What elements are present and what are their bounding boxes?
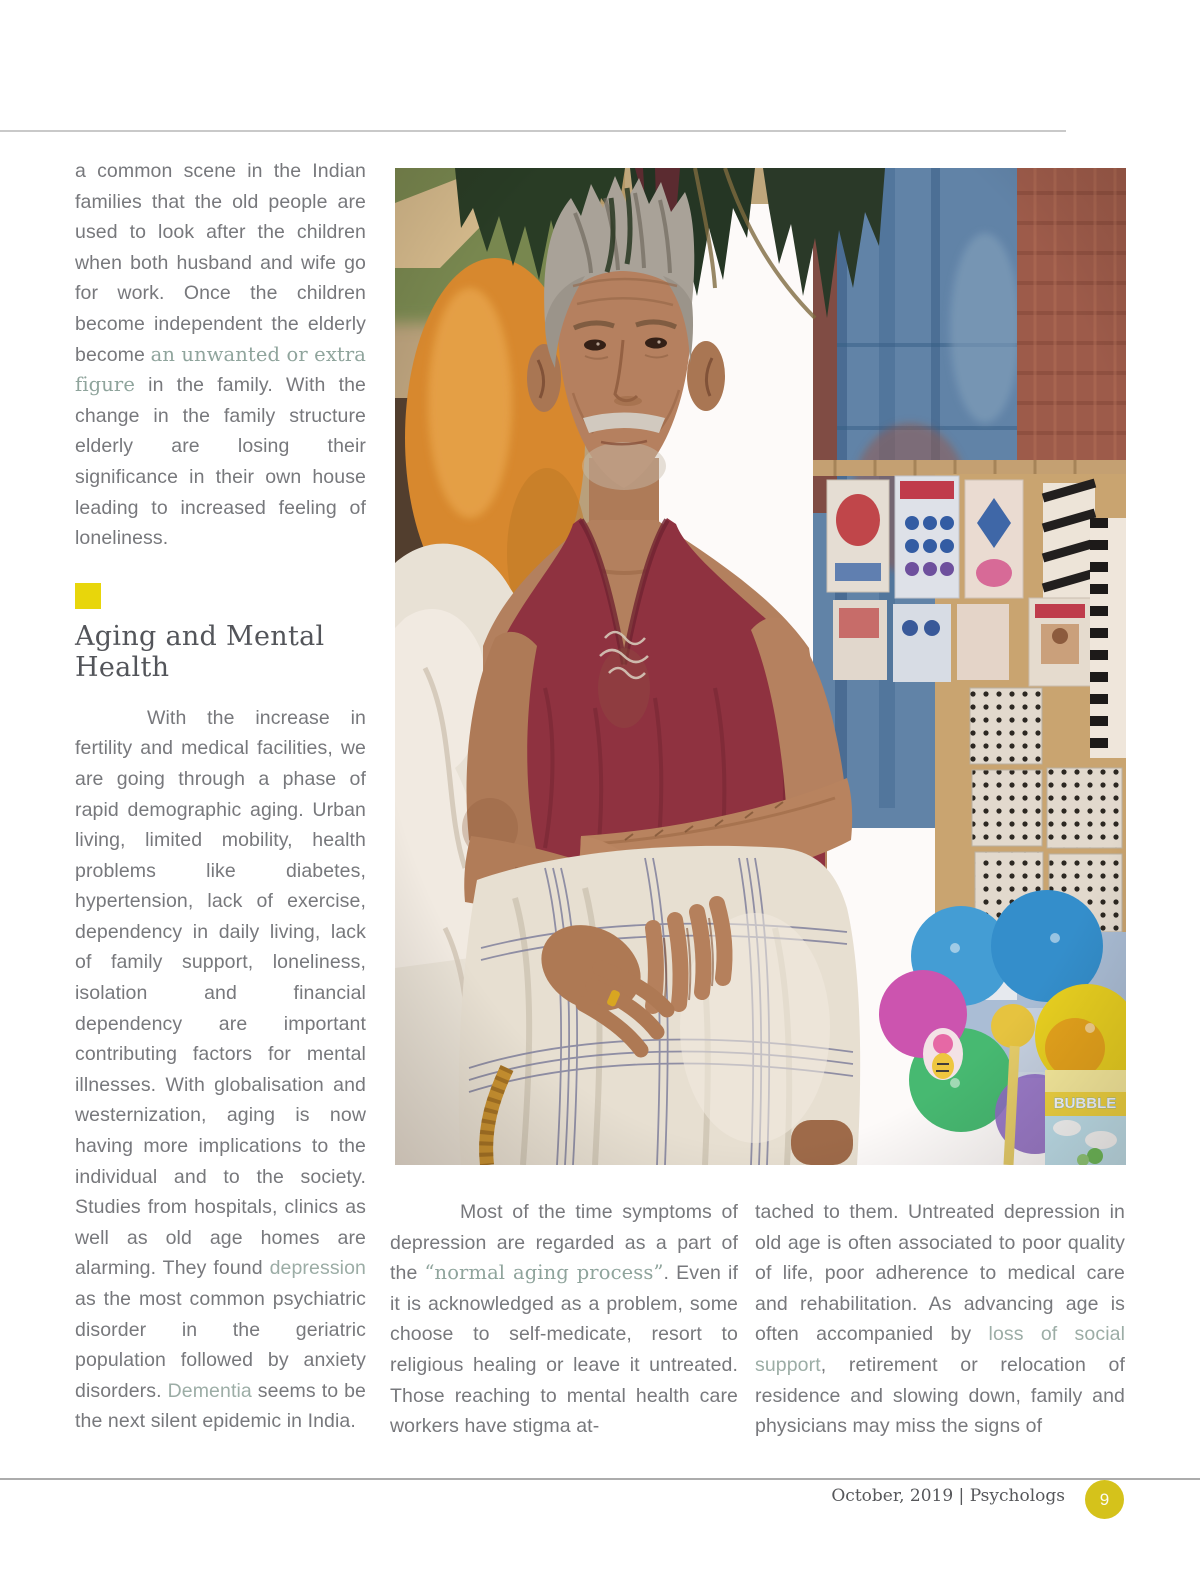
text-segment: seems to be the next silent epidemic in India. [75, 1379, 366, 1433]
text-segment: “normal aging process” [424, 1261, 664, 1285]
section-heading: Aging and Mental Health [75, 620, 325, 683]
footer-divider [0, 1478, 1200, 1480]
paragraph-untreated [755, 1197, 1125, 1442]
text-segment: , retirement or relocation of residence and slowing down, family and physicians may miss the signs of [755, 1353, 1125, 1438]
bottom-column-2 [755, 1197, 1125, 1442]
text-segment: a common scene in the Indian families that the old people are used to look after the children when both husband and wife go for work. Once the children become independent the elderly become [75, 160, 366, 366]
paragraph-aging [75, 703, 366, 1437]
photo-illustration [395, 168, 1126, 1165]
text-segment: depression [269, 1257, 366, 1280]
photo-vignette [395, 168, 1126, 1165]
text-segment: Most of the time symptoms of depression are regarded as a part of the [390, 1201, 738, 1285]
paragraph-symptoms [390, 1197, 738, 1442]
footer-issue-label: October, 2019 | Psychologs [831, 1486, 1065, 1506]
text-segment: in the family. With the change in the family structure elderly are losing their significance in their own house leading to increased feeling of loneliness. [75, 374, 366, 550]
text-segment: Dementia [167, 1379, 252, 1402]
text-segment: loss of social support [755, 1323, 1126, 1376]
text-segment: tached to them. Untreated depression in old age is often associated to poor quality of life, poor adherence to medical care and rehabilitation. As advancing age is often accompanied by [755, 1201, 1125, 1346]
article-photo [395, 168, 1126, 1165]
page-number: 9 [1099, 1489, 1110, 1509]
paragraph-intro [75, 156, 366, 554]
top-divider [0, 130, 1066, 132]
bottom-column-1 [390, 1197, 738, 1442]
text-segment: . Even if it is acknowledged as a problem, some choose to self-medicate, resort to religious healing or leave it untreated. Those reaching to mental health care workers have stigma at- [390, 1262, 738, 1438]
left-column [75, 156, 366, 1437]
text-segment: an unwanted or extra figure [75, 342, 367, 397]
page-number-badge [1085, 1480, 1124, 1519]
text-segment: as the most common psychiatric disorder in the geriatric population followed by anxiety disorders. [75, 1288, 366, 1402]
section-marker-square [75, 583, 101, 609]
text-segment: With the increase in fertility and medical facilities, we are going through a phase of rapid demographic aging. Urban living, limited mobility, health problems like diabetes, hypertension, lack of exercise, dependency in daily living, lack of family support, loneliness, isolation and financial dependency are important contributing factors for mental illnesses. With globalisation and westernization, aging is now having more implications to the individual and to the society. Studies from hospitals, clinics as well as old age homes are alarming. They found [75, 706, 366, 1280]
